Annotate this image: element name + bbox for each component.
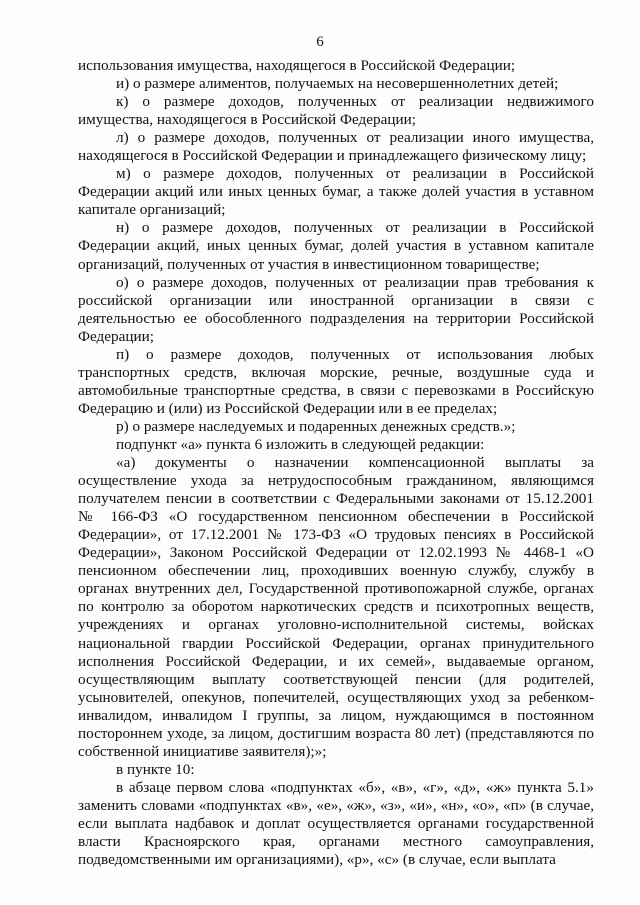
paragraph-item-a-new-text: «а) документы о назначении компенсационной выплаты за осуществление ухода за нетрудоспособным гражданином, являющимся получателем пенсии в соответствии с Федеральными законами от 15.12.2001 № 166-ФЗ «О государственном пенсионном обеспечении в Российской Федерации», от 17.12.2001 № 173-ФЗ «О трудовых пенсиях в Российской Федерации», Законом Российской Федерации от 12.02.1993 № 4468-1 «О пенсионном обеспечении лиц, проходивших военную службу, службу в органах внутренних дел, Государственной противопожарной службе, органах по контролю за оборотом наркотических средств и психотропных веществ, учреждениях и органах уголовно-исполнительной системы, войсках национальной гвардии Российской Федерации, органах принудительного исполнения Российской Федерации, и их семей», выдаваемые органом, осуществляющим выплату соответствующей пенсии (для родителей, усыновителей, опекунов, попечителей, осуществляющих уход за ребенком-инвалидом, инвалидом I группы, за лицом, нуждающимся в постоянном постороннем уходе, за лицом, достигшим возраста 80 лет) (представляются по собственной инициативе заявителя);»; (78, 454, 594, 760)
paragraph-item-r: р) о размере наследуемых и подаренных денежных средств.»; (116, 417, 516, 435)
paragraph-item-n: н) о размере доходов, полученных от реализации в Российской Федерации акций, иных ценных бумаг, долей участия в уставном капитале организаций, полученных от участия в инвестиционном товариществе; (78, 219, 594, 273)
paragraph-item-k: к) о размере доходов, полученных от реализации недвижимого имущества, находящегося в Российской Федерации; (78, 93, 594, 129)
document-body (78, 57, 594, 869)
paragraph-point-10: в пункте 10: (116, 760, 195, 778)
paragraph-item-l: л) о размере доходов, полученных от реализации иного имущества, находящегося в Российской Федерации и принадлежащего физическому лицу; (78, 129, 594, 165)
paragraph-first-abzac-change: в абзаце первом слова «подпунктах «б», «в», «г», «д», «ж» пункта 5.1» заменить словами «подпунктах «в», «е», «ж», «з», «и», «н», «о», «п» (в случае, если выплата надбавок и доплат осуществляется органами государственной власти Красноярского края, органами местного самоуправления, подведомственными им организациями), «р», «с» (в случае, если выплата (78, 778, 594, 869)
paragraph-item-p: п) о размере доходов, полученных от использования любых транспортных средств, включая морские, речные, воздушные суда и автомобильные транспортные средства, в связи с перевозками в Российскую Федерацию и (или) из Российской Федерации или в ее пределах; (78, 345, 594, 417)
paragraph-amendment-intro: подпункт «а» пункта 6 изложить в следующей редакции: (116, 435, 485, 453)
paragraph-continuation: использования имущества, находящегося в Российской Федерации; (78, 57, 516, 74)
paragraph-item-o: о) о размере доходов, полученных от реализации прав требования к российской организации или иностранной организации в связи с деятельностью ее обособленного подразделения на территории Российской Федерации; (78, 273, 594, 345)
paragraph-item-i: и) о размере алиментов, получаемых на несовершеннолетних детей; (116, 75, 559, 93)
page-number: 6 (316, 34, 324, 50)
paragraph-item-m: м) о размере доходов, полученных от реализации в Российской Федерации акций или иных ценных бумаг, а также долей участия в уставном капитале организаций; (78, 165, 594, 219)
